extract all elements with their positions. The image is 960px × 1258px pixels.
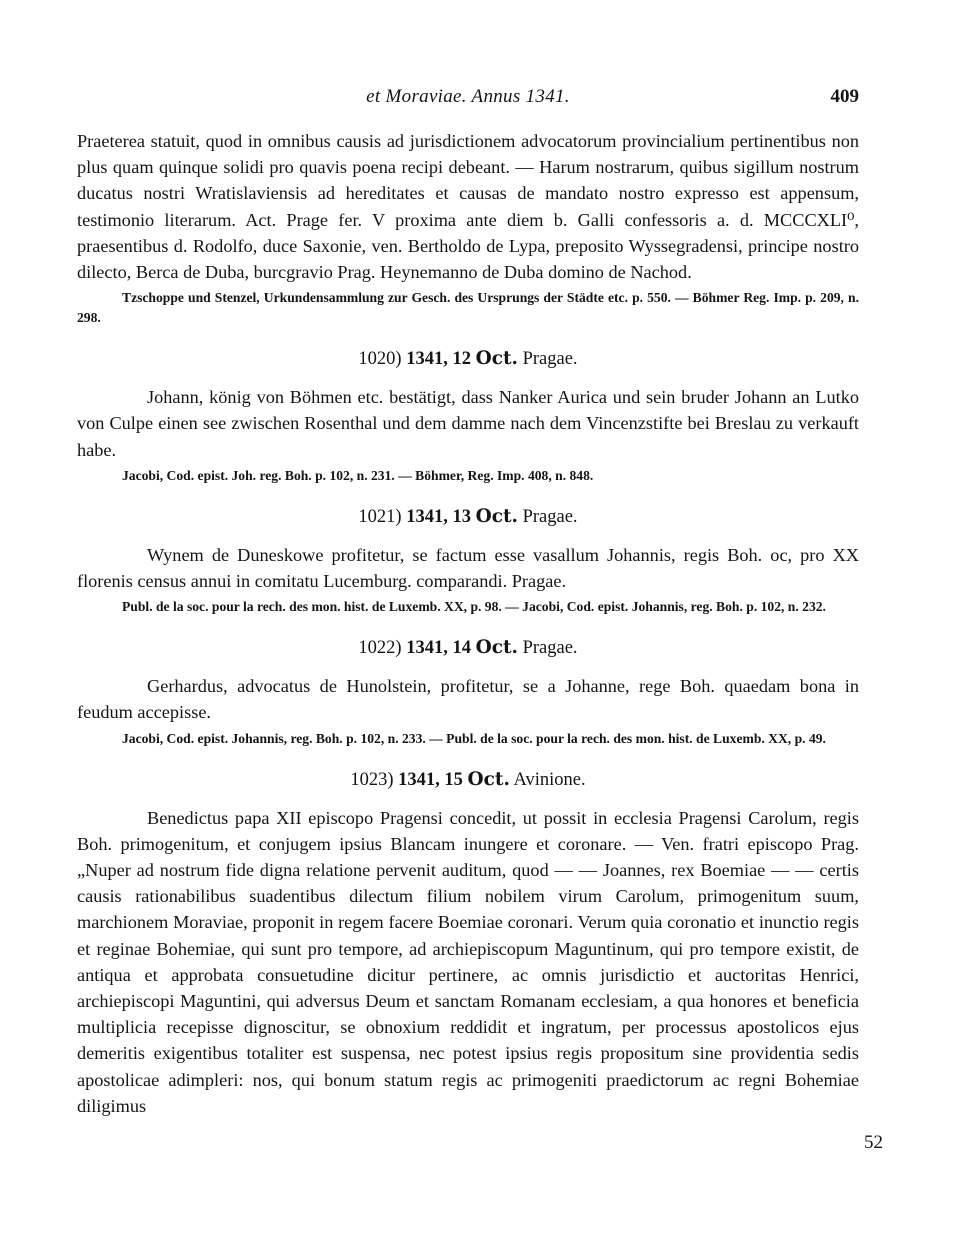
entry-date: 1341, 15 [398,769,463,790]
entry-number: 1020) [358,349,402,370]
continuation-paragraph: Praeterea statuit, quod in omnibus causis ad jurisdictionem advocatorum provincialium pertinentibus non plus quam quinque solidi pro quavis poena recipi debeant. — Harum nostrarum, quibus sigillum nostrum ducatus nostri Wratislaviensis ad hereditates et causas de mandato nostro expresso est appensum, testimonio literarum. Act. Prage fer. V proxima ante diem b. Galli confessoris a. d. MCCCXLI⁰, praesentibus d. Rodolfo, duce Saxonie, ven. Bertholdo de Lypa, preposito Wyssegradensi, principe nostro dilecto, Berca de Duba, burcgravio Prag. Heynemanno de Duba domino de Nachod. [77,131,859,283]
entry-text: Benedictus papa XII episcopo Pragensi concedit, ut possit in ecclesia Pragensi Carolum, regis Boh. primogenitum, et conjugem ipsius Blancam inungere et coronare. — Ven. fratri episcopo Prag. „Nuper ad nostrum fide digna relatione pervenit auditum, quod — — Joannes, rex Boemiae — — certis causis rationabilibus suadentibus dilectum filium nobilem virum Carolum, primogenitum suum, marchionem Moraviae, proponit in regem facere Boemiae coronari. Verum quia coronatio et inunctio regis et reginae Bohemiae, qui sunt pro tempore, ad archiepiscopum Maguntinum, qui pro tempore existit, de antiqua et approbata consuetudine dicitur pertinere, ac omnis jurisdictio et auctoritas Henrici, archiepiscopi Maguntini, qui adversus Deum et sanctam Romanam ecclesiam, a qua honores et beneficia multiplicia recepisse dignoscitur, se obnoxium reddidit et ingratum, per processus apostolicos ejus demeritis exigentibus totaliter est suspensa, nec potest ipsius regis propositum sine providentia sedis apostolicae adimpleri: nos, qui bonum statum regis ac primogeniti praedictorum ac regni Bohemiae diligimus [77,807,859,1116]
entry-month: Oct. [467,768,510,790]
entry-date: 1341, 13 [406,506,471,527]
entry-text: Gerhardus, advocatus de Hunolstein, profitetur, se a Johanne, rege Boh. quaedam bona in feudum accepisse. [77,676,859,723]
entry-month: Oct. [475,348,518,370]
entry-month: Oct. [475,505,518,527]
entry-heading [77,635,859,661]
entry-number: 1022) [358,638,402,659]
entry-date: 1341, 14 [406,638,471,659]
entry-text: Johann, könig von Böhmen etc. bestätigt, dass Nanker Aurica und sein bruder Johann an Lutko von Culpe einen see zwischen Rosenthal und dem damme nach dem Vincenzstifte bei Breslau zu verkauft habe. [77,387,859,460]
entry-1020 [77,346,859,486]
entry-place: Pragae. [522,349,578,370]
entry-heading [77,767,859,793]
entry-1021 [77,504,859,617]
entry-number: 1023) [350,769,394,790]
entry-1022 [77,635,859,748]
signature-mark: 52 [864,1132,883,1153]
entry-number: 1021) [358,506,402,527]
entry-text: Wynem de Duneskowe profitetur, se factum esse vasallum Johannis, regis Boh. oc, pro XX florenis census annui in comitatu Lucemburg. comparandi. Pragae. [77,544,859,592]
entry-place: Pragae. [522,638,578,659]
page-content [77,128,859,1119]
entry-date: 1341, 12 [406,349,471,370]
entry-place: Avinione. [513,769,586,790]
page-header [77,86,859,114]
entry-month: Oct. [475,637,518,659]
entry-place: Pragae. [522,506,578,527]
entry-reference: Jacobi, Cod. epist. Johannis, reg. Boh. p. 102, n. 233. — Publ. de la soc. pour la rech. des mon. hist. de Luxemb. XX, p. 49. [122,730,826,746]
continuation-reference: Tzschoppe und Stenzel, Urkundensammlung zur Gesch. des Ursprungs der Städte etc. p. 550. — Böhmer Reg. Imp. p. 209, n. 298. [77,290,859,326]
entry-1023 [77,767,859,1119]
page-number: 409 [830,86,859,107]
running-title: et Moraviae. Annus 1341. [366,86,570,107]
entry-heading [77,504,859,530]
entry-reference: Publ. de la soc. pour la rech. des mon. hist. de Luxemb. XX, p. 98. — Jacobi, Cod. epist. Johannis, reg. Boh. p. 102, n. 232. [122,599,826,615]
entry-heading [77,346,859,372]
entry-reference: Jacobi, Cod. epist. Joh. reg. Boh. p. 102, n. 231. — Böhmer, Reg. Imp. 408, n. 848. [122,467,594,483]
